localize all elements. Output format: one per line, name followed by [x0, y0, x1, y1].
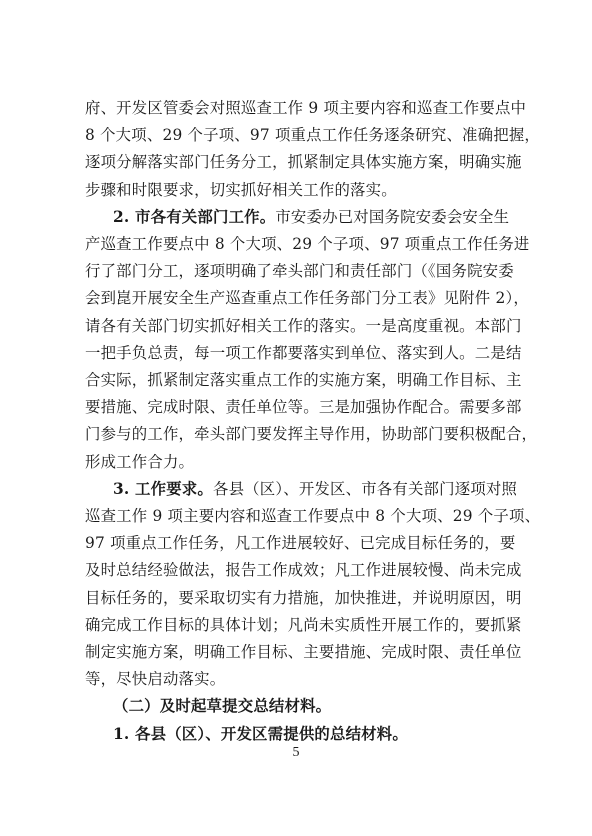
section-heading: 1. 各县（区）、开发区需提供的总结材料。: [113, 725, 408, 743]
section-heading: （二）及时起草提交总结材料。: [113, 697, 332, 715]
paragraph-line: 等，尽快启动落实。: [85, 670, 226, 688]
section-heading: 2. 市各有关部门工作。: [113, 208, 276, 226]
page-number: 5: [292, 745, 300, 760]
section-heading: 3. 工作要求。: [113, 480, 213, 498]
paragraph-line: 产巡查工作要点中 8 个大项、29 个子项、97 项重点工作任务进: [85, 235, 530, 253]
paragraph-line: 97 项重点工作任务，凡工作进展较好、已完成目标任务的，要: [85, 534, 516, 552]
section-heading-line: 3. 工作要求。各县（区）、开发区、市各有关部门逐项对照: [113, 480, 518, 498]
paragraph-line: 会到崑开展安全生产巡查重点工作任务部门分工表》见附件 2），: [85, 289, 529, 307]
paragraph-line: 要措施、完成时限、责任单位等。三是加强协作配合。需要多部: [85, 398, 522, 416]
paragraph-line: 确完成工作目标的具体计划；凡尚未实质性开展工作的，要抓紧: [85, 616, 522, 634]
section-heading-line: [113, 696, 525, 716]
section-heading-line: 2. 市各有关部门工作。市安委办已对国务院安委会安全生: [113, 208, 510, 226]
paragraph-line: 合实际，抓紧制定落实重点工作的实施方案，明确工作目标、主: [85, 371, 522, 389]
paragraph-line: 府、开发区管委会对照巡查工作 9 项主要内容和巡查工作要点中: [85, 99, 527, 117]
paragraph-line: 及时总结经验做法，报告工作成效；凡工作进展较慢、尚未完成: [85, 561, 522, 579]
paragraph-line: 门参与的工作，牵头部门要发挥主导作用，协助部门要积极配合，: [85, 425, 538, 443]
paragraph-line: 制定实施方案，明确工作目标、主要措施、完成时限、责任单位: [85, 643, 522, 661]
paragraph-line: 请各有关部门切实抓好相关工作的落实。一是高度重视。本部门: [85, 317, 522, 335]
section-heading-line: [113, 724, 525, 744]
paragraph-line: 步骤和时限要求，切实抓好相关工作的落实。: [85, 181, 397, 199]
paragraph-line: 目标任务的，要采取切实有力措施，加快推进，并说明原因，明: [85, 589, 522, 607]
paragraph-line: 一把手负总责，每一项工作都要落实到单位、落实到人。二是结: [85, 344, 522, 362]
paragraph-line: 形成工作合力。: [85, 453, 195, 471]
paragraph-line: 逐项分解落实部门任务分工，抓紧制定具体实施方案，明确实施: [85, 153, 522, 171]
paragraph-line: 8 个大项、29 个子项、97 项重点工作任务逐条研究、准确把握，: [85, 126, 541, 144]
paragraph-line: 行了部门分工，逐项明确了牵头部门和责任部门（《国务院安委: [85, 262, 514, 280]
paragraph-line: 巡查工作 9 项主要内容和巡查工作要点中 8 个大项、29 个子项、: [85, 507, 541, 525]
